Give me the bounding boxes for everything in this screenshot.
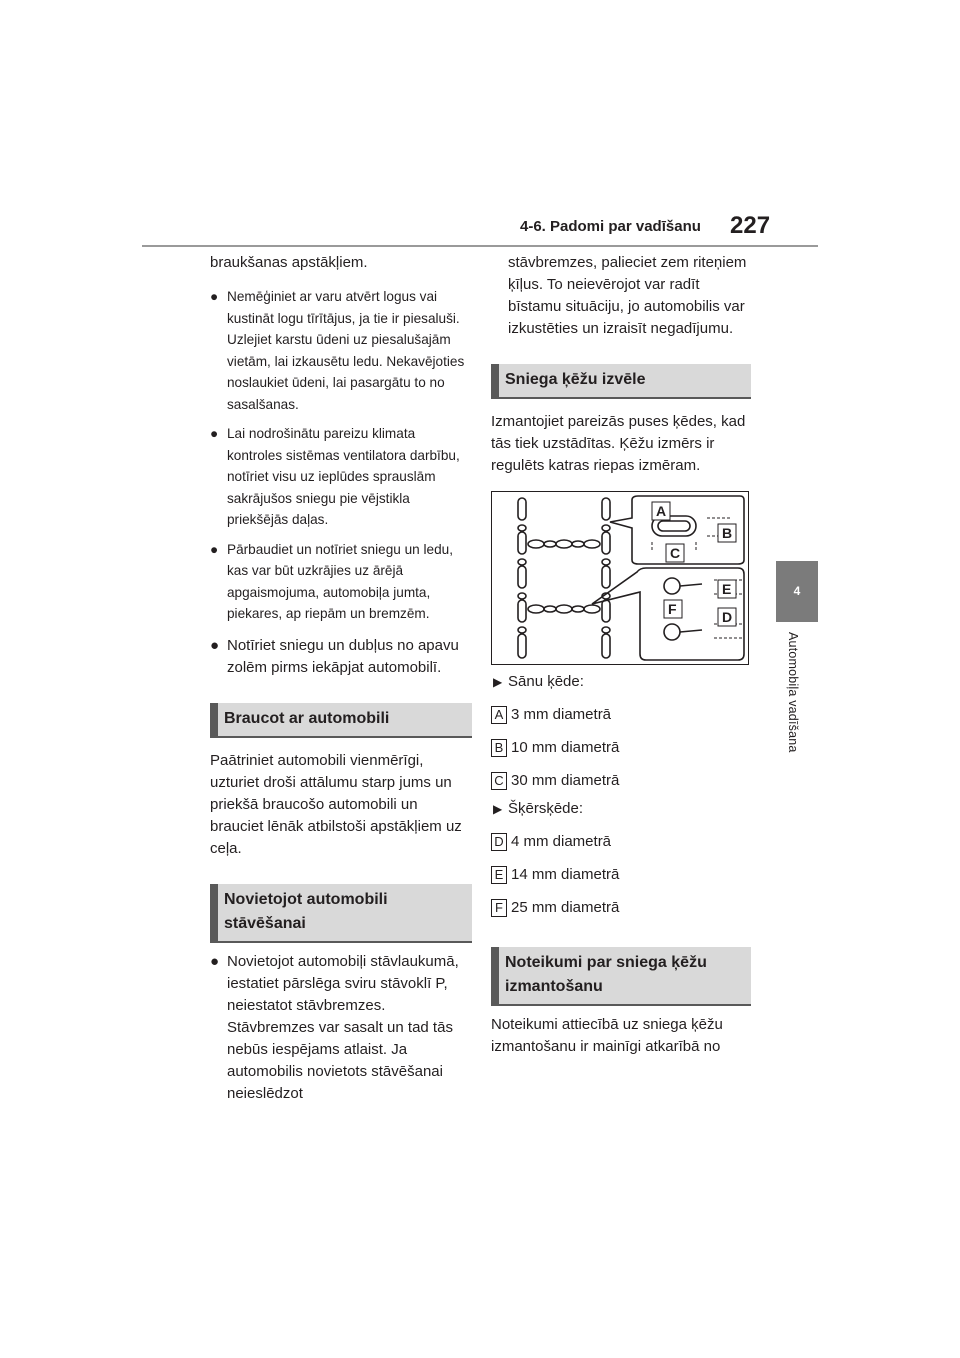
continuation-text: stāvbremzes, palieciet zem riteņiem ķīļus. To neievērojot var radīt bīstamu situāciju, jo automobilis var izkustēties un izraisīt negadījumu. (508, 254, 747, 337)
list-item (210, 539, 472, 625)
list-item (210, 635, 472, 679)
bullet-icon: ● (210, 952, 220, 970)
side-chain-list (491, 671, 753, 792)
list-item-text: Notīriet sniegu un dubļus no apavu zolēm pirms iekāpjat automobilī. (227, 636, 459, 676)
cross-chain-title (491, 798, 753, 820)
list-item-text: Lai nodrošinātu pareizu klimata kontroles sistēmas ventilatora darbību, notīriet visu uz ieplūdes sprauslām sakrājušos sniegu pie vējstikla priekšējās daļas. (227, 426, 460, 527)
list-item (491, 770, 753, 792)
callout-label: C (491, 772, 507, 790)
arrow-bullet-icon: ▶ (493, 802, 503, 816)
bullet-icon: ● (210, 541, 219, 557)
list-item (491, 737, 753, 759)
page-number: 227 (730, 212, 771, 239)
list-item-text: 4 mm diametrā (511, 833, 612, 850)
callout-label: D (491, 833, 507, 851)
section-heading-driving: Braucot ar automobili (210, 703, 472, 738)
cross-chain-list (491, 798, 753, 919)
page-section-title: 4-6. Padomi par vadīšanu (520, 218, 701, 235)
chapter-number: 4 (793, 583, 801, 598)
cross-chain-title-text: Šķērsķēde: (508, 800, 584, 817)
chain-rules-text: Noteikumi attiecībā uz sniega ķēžu izmantošanu ir mainīgi atkarībā no (491, 1016, 723, 1055)
snow-chain-illustration (492, 492, 748, 664)
list-item (210, 286, 472, 415)
diagram-label-a: A (656, 503, 667, 519)
list-item-text: 3 mm diametrā (511, 706, 612, 723)
chain-selection-text: Izmantojiet pareizās puses ķēdes, kad tās tiek uzstādītas. Ķēžu izmērs ir regulēts katras riepas izmēram. (491, 413, 746, 474)
driving-text: Paātriniet automobili vienmērīgi, uzturiet droši attālumu starp jums un priekšā braucošo automobili un brauciet lēnāk atbilstoši apstākļiem uz ceļa. (210, 751, 462, 857)
list-item-text: 25 mm diametrā (511, 899, 620, 916)
side-chain-title-text: Sānu ķēde: (508, 673, 584, 690)
left-column (210, 252, 472, 1105)
list-item (491, 831, 753, 853)
callout-label: F (491, 899, 507, 917)
list-item-text: Nemēģiniet ar varu atvērt logus vai kustināt logu tīrītājus, ja tie ir piesaluši. Uzlejiet karstu ūdeni uz piesalušajām vietām, lai izkausētu ledu. Nekavējoties noslaukiet ūdeni, lai pasargātu to no sasalšanas. (227, 289, 465, 412)
diagram-label-e: E (722, 581, 732, 597)
side-chain-title (491, 671, 753, 693)
list-item (491, 704, 753, 726)
bullet-icon: ● (210, 636, 220, 654)
chapter-title: Automobiļa vadīšana (786, 632, 800, 753)
chapter-tab-divider (776, 620, 818, 622)
list-item-text: Novietojot automobiļi stāvlaukumā, iestatiet pārslēga sviru stāvoklī P, neiestatot stāvbremzes. Stāvbremzes var sasalt un tad tās nebūs iespējams atlaist. Ja automobilis novietots stāvēšanai neieslēdzot (227, 952, 459, 1102)
callout-label: B (491, 739, 507, 757)
arrow-bullet-icon: ▶ (493, 675, 503, 689)
chapter-tab (776, 561, 818, 620)
section-heading-parking: Novietojot automobili stāvēšanai (210, 884, 472, 943)
bullet-icon: ● (210, 289, 219, 304)
diagram-label-d: D (722, 609, 733, 625)
section-heading-chain-rules: Noteikumi par sniega ķēžu izmantošanu (491, 947, 751, 1006)
header-divider (142, 245, 818, 247)
list-item-text: 30 mm diametrā (511, 772, 620, 789)
list-item (210, 423, 472, 531)
list-item-text: Pārbaudiet un notīriet sniegu un ledu, kas var būt uzkrājies uz ārējā apgaismojuma, automobiļa jumta, piekares, ap riepām un bremzēm. (227, 541, 453, 621)
diagram-label-f: F (668, 601, 677, 617)
right-column (491, 252, 753, 1058)
list-item (491, 897, 753, 919)
callout-label: E (491, 866, 507, 884)
list-item-text: 10 mm diametrā (511, 739, 620, 756)
callout-label: A (491, 706, 507, 724)
list-item-text: 14 mm diametrā (511, 866, 620, 883)
section-heading-chain-selection: Sniega ķēžu izvēle (491, 364, 751, 399)
list-item (210, 951, 472, 1105)
list-item (491, 864, 753, 886)
bullet-icon: ● (210, 426, 219, 441)
small-bullet-list (210, 286, 472, 625)
diagram-label-c: C (670, 545, 681, 561)
diagram-label-b: B (722, 525, 733, 541)
intro-text: braukšanas apstākļiem. (210, 254, 368, 271)
snow-chain-diagram (491, 491, 749, 665)
